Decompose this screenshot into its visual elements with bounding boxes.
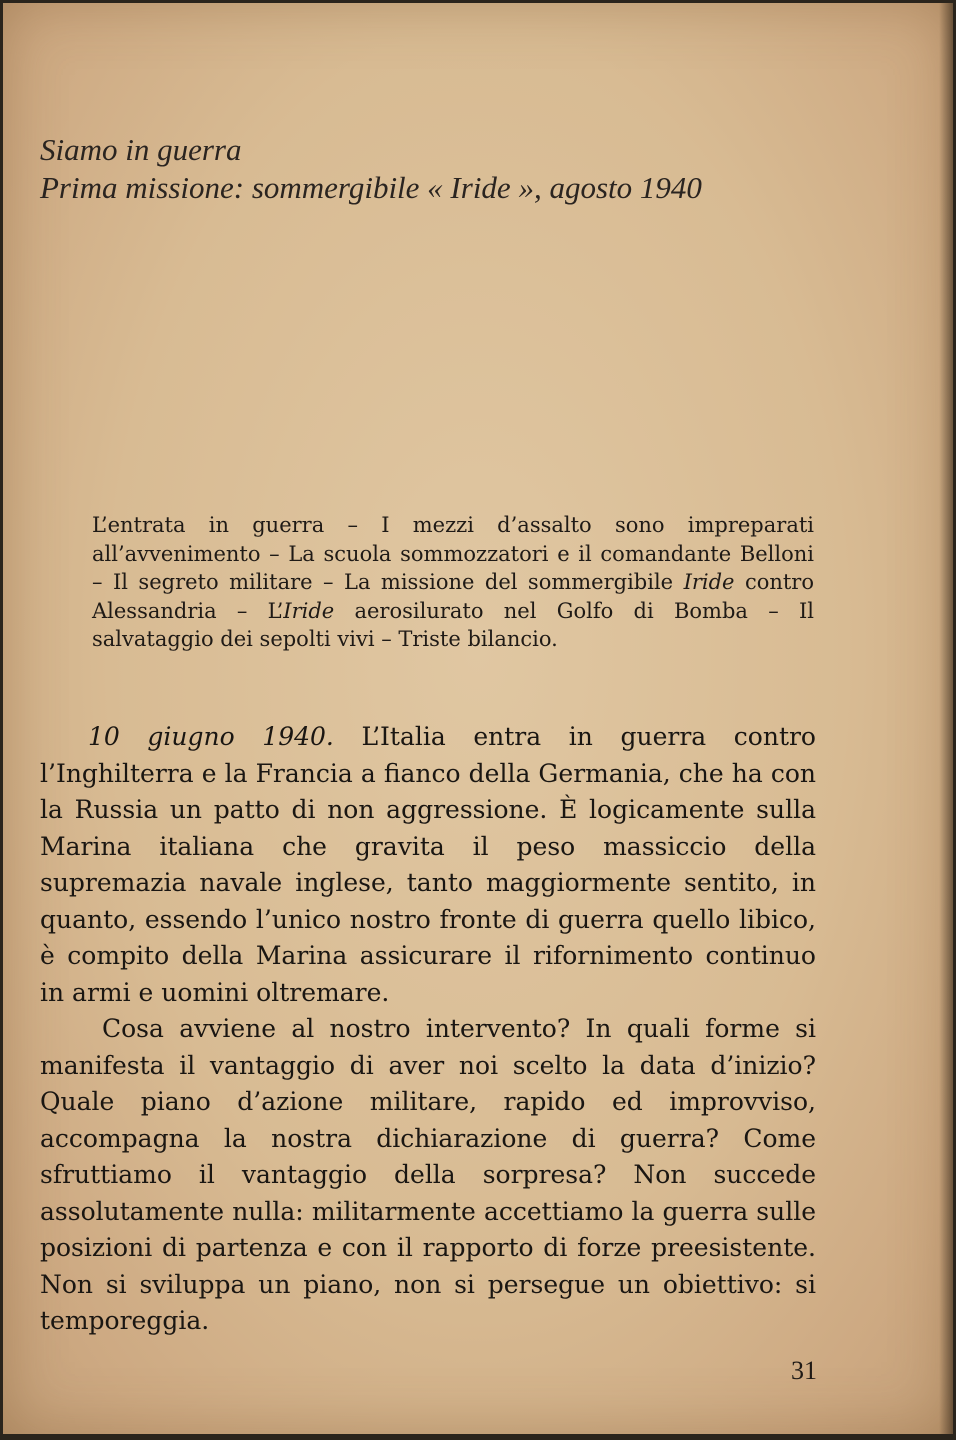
chapter-summary xyxy=(92,511,814,654)
summary-ship-name: Iride xyxy=(283,598,335,623)
paragraph-text: L’Italia entra in guerra contro l’Inghilterra e la Francia a fianco della Germania, che ha con la Russia un patto di non aggressione. È logicamente sulla Marina italiana che gravita il peso massiccio della supremazia navale inglese, tanto maggiormente sentito, in quanto, essendo l’unico nostro fronte di guerra quello libico, è compito della Marina assicurare il rifornimento continuo in armi e uomini oltremare. xyxy=(40,722,816,1007)
summary-ship-name: Iride xyxy=(683,570,735,594)
summary-text-part1: L’entrata in guerra – I mezzi d’assalto sono impreparati all’avvenimento – La scuola sommozzatori e il comandante Belloni – Il segreto militare – La missione del sommergibile xyxy=(92,513,814,594)
body-paragraph xyxy=(40,719,816,1011)
book-page xyxy=(3,3,953,1434)
chapter-title: Siamo in guerra xyxy=(40,132,242,167)
body-text xyxy=(40,719,816,1340)
summary-text-part2: contro Alessandria – L’ xyxy=(92,570,814,623)
chapter-heading xyxy=(40,131,860,207)
chapter-subtitle: Prima missione: sommergibile « Iride », agosto 1940 xyxy=(40,170,702,205)
body-paragraph: Cosa avviene al nostro intervento? In quali forme si manifesta il vantaggio di aver noi scelto la data d’inizio? Quale piano d’azione militare, rapido ed improvviso, accompagna la nostra dichiarazione di guerra? Come sfruttiamo il vantaggio della sorpresa? Non succede assolutamente nulla: militarmente accettiamo la guerra sulle posizioni di partenza e con il rapporto di forze preesistente. Non si sviluppa un piano, non si persegue un obiettivo: si temporeggia. xyxy=(40,1014,816,1335)
summary-text-part3: aerosilurato nel Golfo di Bomba – Il salvataggio dei sepolti vivi – Triste bilancio. xyxy=(92,598,815,651)
page-number: 31 xyxy=(791,1356,817,1385)
dateline: 10 giugno 1940. xyxy=(88,722,334,751)
